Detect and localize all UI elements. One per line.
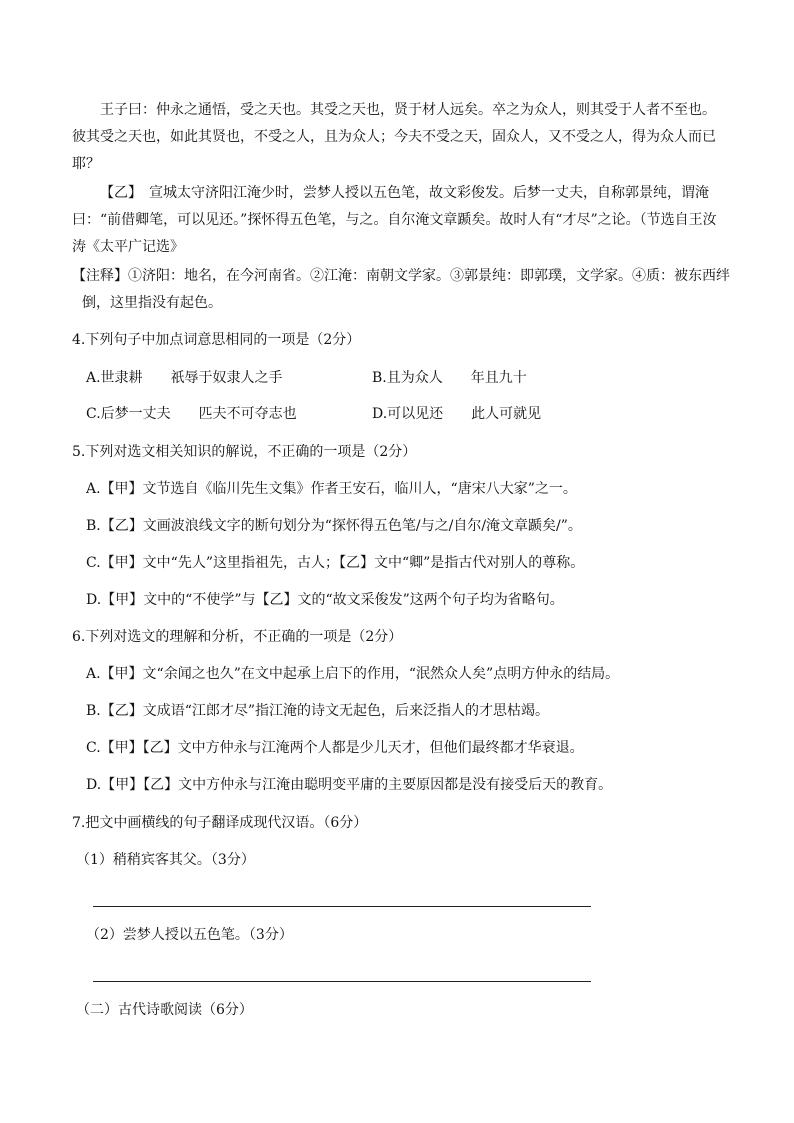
passage-jia-conclusion: 王子曰：仲永之通悟，受之天也。其受之天也，贤于材人远矣。卒之为众人，则其受于人者不至也。彼其受之天也，如此其贤也，不受之人，且为众人；今夫不受之天，固众人，又不受之人，得为众人而已耶？ [72,102,716,172]
question-6-stem: 6.下列对选文的理解和分析，不正确的一项是（2分） [72,629,403,645]
answer-line-2[interactable] [93,981,591,982]
question-5-option-a: A.【甲】文节选自《临川先生文集》作者王安石，临川人，“唐宋八大家”之一。 [86,481,577,497]
question-7-sentence-2: （2）尝梦人授以五色笔。（3分） [86,927,293,943]
question-7-sentence-1: （1）稍稍宾客其父。（3分） [76,852,255,868]
question-5-option-c: C.【甲】文中“先人”这里指祖先，古人；【乙】文中“卿”是指古代对别人的尊称。 [86,555,585,571]
question-5-stem: 5.下列对选文相关知识的解说，不正确的一项是（2分） [72,444,417,460]
question-5-option-d: D.【甲】文中的“不使学”与【乙】文的“故文采俊发”这两个句子均为省略句。 [86,592,564,608]
answer-line-1[interactable] [93,906,591,907]
section-heading-poetry: （二）古代诗歌阅读（6分） [76,1002,253,1018]
question-4-stem: 4.下列句子中加点词意思相同的一项是（2分） [72,332,361,348]
passage-notes: 【注释】①济阳：地名，在今河南省。②江淹：南朝文学家。③郭景纯：即郭璞，文学家。④质：被东西绊倒，这里指没有起色。 [72,268,730,311]
question-7-stem: 7.把文中画横线的句子翻译成现代汉语。（6分） [72,815,368,831]
question-5-option-b: B.【乙】文画波浪线文字的断句划分为“探怀得五色笔/与之/自尔/淹文章踬矣/”。 [86,518,582,534]
question-6-option-b: B.【乙】文成语“江郎才尽”指江淹的诗文无起色，后来泛指人的才思枯竭。 [86,703,550,719]
question-4-option-d: D.可以见还 此人可就见 [372,406,542,422]
passage-yi: 【乙】 宣城太守济阳江淹少时，尝梦人授以五色笔，故文彩俊发。后梦一丈夫，自称郭景纯，谓淹曰：“前借卿笔，可以见还。”探怀得五色笔，与之。自尔淹文章踬矣。故时人有“才尽”之论。（节选自王汝涛《太平广记选》 [72,185,717,255]
question-6-option-d: D.【甲】【乙】文中方仲永与江淹由聪明变平庸的主要原因都是没有接受后天的教育。 [86,777,613,793]
question-4-option-b: B.且为众人 年且九十 [372,370,527,386]
question-4-option-c: C.后梦一丈夫 匹夫不可夺志也 [86,406,297,422]
question-6-option-a: A.【甲】文“余闻之也久”在文中起承上启下的作用，“泯然众人矣”点明方仲永的结局。 [86,666,620,682]
question-6-option-c: C.【甲】【乙】文中方仲永与江淹两个人都是少儿天才，但他们最终都才华衰退。 [86,740,584,756]
question-4-option-a: A.世隶耕 祇辱于奴隶人之手 [86,370,283,386]
